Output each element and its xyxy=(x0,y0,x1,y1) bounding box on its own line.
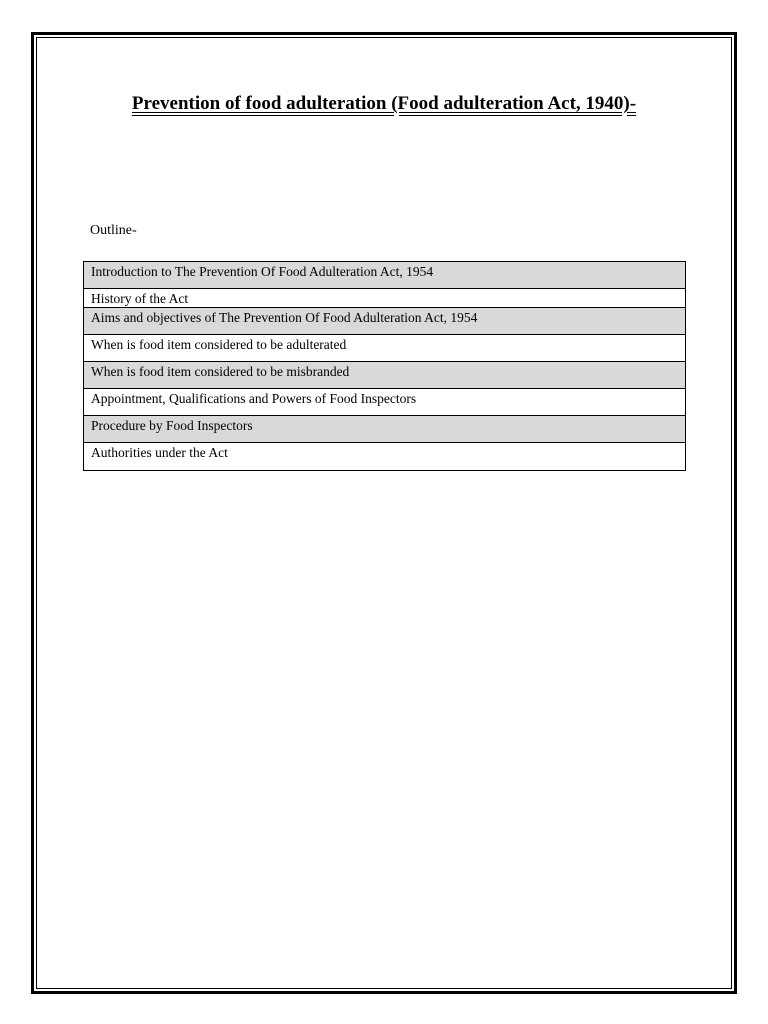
outline-item: When is food item considered to be misbranded xyxy=(84,362,685,389)
page-border-inner xyxy=(36,37,732,989)
outline-item: Aims and objectives of The Prevention Of Food Adulteration Act, 1954 xyxy=(84,308,685,335)
outline-label: Outline- xyxy=(90,223,137,238)
document-title-text: Prevention of food adulteration (Food adulteration Act, 1940)- xyxy=(131,93,637,114)
outline-item: Authorities under the Act xyxy=(91,445,228,460)
outline-item: Procedure by Food Inspectors xyxy=(84,416,685,443)
outline-item: Introduction to The Prevention Of Food Adulteration Act, 1954 xyxy=(84,262,685,289)
document-title xyxy=(0,92,768,116)
outline-item: Appointment, Qualifications and Powers of Food Inspectors xyxy=(84,389,685,416)
outline-item: When is food item considered to be adulterated xyxy=(84,335,685,362)
outline-table xyxy=(83,261,686,471)
outline-item: History of the Act xyxy=(84,289,685,308)
